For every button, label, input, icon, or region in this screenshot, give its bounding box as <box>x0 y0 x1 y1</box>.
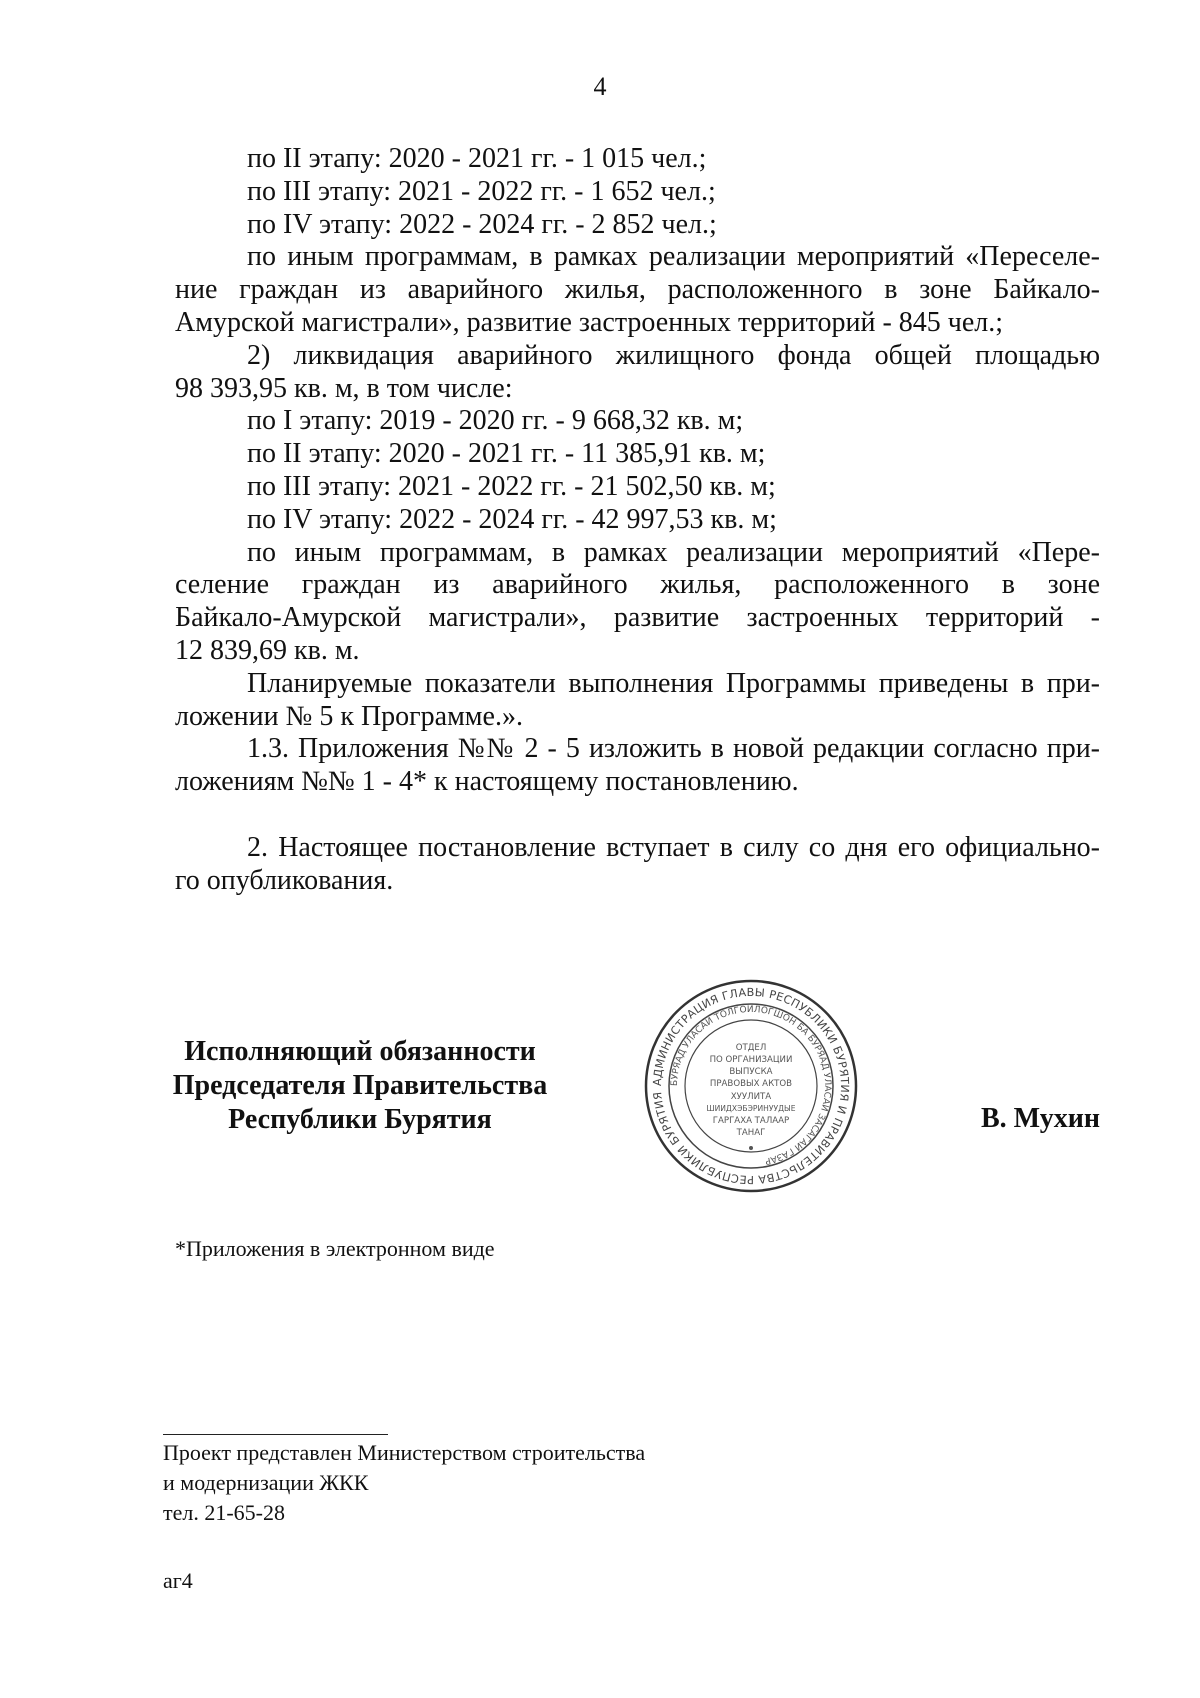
document-body <box>175 143 1100 898</box>
stage-4-people: по IV этапу: 2022 - 2024 гг. - 2 852 чел.; <box>247 208 717 240</box>
indicators-line1: Планируемые показатели выполнения Программы приведены в при- <box>247 667 1100 699</box>
other-programs-area-line3: Байкало-Амурской магистрали», развитие застроенных территорий - <box>175 602 1100 634</box>
seal-center-line-4: ПРАВОВЫХ АКТОВ <box>709 1079 793 1089</box>
seal-center-line-7: ГАРГАХА ТАЛААР <box>712 1116 790 1126</box>
other-programs-area-line1: по иным программам, в рамках реализации мероприятий «Пере- <box>247 536 1100 568</box>
stage-2-people: по II этапу: 2020 - 2021 гг. - 1 015 чел.; <box>247 143 707 174</box>
seal-center-line-6: ШИИДХЭБЭРИНУУДЫЕ <box>706 1104 796 1113</box>
appendix-footnote: *Приложения в электронном виде <box>175 1236 495 1261</box>
page-number: 4 <box>593 72 607 101</box>
other-programs-people-line3: Амурской магистрали», развитие застроенных территорий - 845 чел.; <box>175 306 1004 338</box>
footer-divider <box>163 1434 388 1435</box>
clause-1-3-line2: ложениям №№ 1 - 4* к настоящему постановлению. <box>175 766 799 798</box>
other-programs-people-line2: ние граждан из аварийного жилья, расположенного в зоне Байкало- <box>175 274 1100 306</box>
seal-outer-ring-textpath: АДМИНИСТРАЦИЯ ГЛАВЫ РЕСПУБЛИКИ БУРЯТИЯ И ПРАВИТЕЛЬСТВА РЕСПУБЛИКИ БУРЯТИЯ <box>650 985 852 1187</box>
signatory-name: В. Мухин <box>981 1103 1100 1134</box>
seal-center-line-5: ХУУЛИТА <box>730 1092 772 1102</box>
indicators-line2: ложении № 5 к Программе.». <box>175 700 523 732</box>
paragraph-gap <box>175 799 1100 832</box>
stage-1-area: по I этапу: 2019 - 2020 гг. - 9 668,32 кв. м; <box>247 405 744 437</box>
clause-1-3-line1: 1.3. Приложения №№ 2 - 5 изложить в новой редакции согласно при- <box>247 733 1100 765</box>
document-code: аг4 <box>163 1568 193 1593</box>
seal-dot <box>749 1146 753 1150</box>
seal-center-line-8: ТАНАГ <box>736 1128 766 1138</box>
stage-3-people: по III этапу: 2021 - 2022 гг. - 1 652 чел.; <box>247 175 716 207</box>
clause-2-line2: го опубликования. <box>175 864 394 896</box>
clause-2-line1: 2. Настоящее постановление вступает в силу со дня его официально- <box>247 831 1100 863</box>
signatory-title-line1: Исполняющий обязанности <box>184 1036 536 1067</box>
liquidation-area-line1: 2) ликвидация аварийного жилищного фонда общей площадью <box>247 339 1100 371</box>
stage-3-area: по III этапу: 2021 - 2022 гг. - 21 502,50 кв. м; <box>247 470 776 502</box>
signatory-title-line2: Председателя Правительства <box>172 1070 548 1101</box>
seal-center-line-3: ВЫПУСКА <box>729 1067 773 1077</box>
seal-center-line-1: ОТДЕЛ <box>735 1043 767 1053</box>
footer-line-3: тел. 21-65-28 <box>163 1500 286 1525</box>
signatory-title <box>160 1035 560 1137</box>
liquidation-area-line2: 98 393,95 кв. м, в том числе: <box>175 372 513 404</box>
stage-4-area: по IV этапу: 2022 - 2024 гг. - 42 997,53 кв. м; <box>247 503 777 535</box>
other-programs-area-line4: 12 839,69 кв. м. <box>175 634 360 666</box>
footer-line-1: Проект представлен Министерством строительства <box>163 1440 646 1465</box>
official-seal-stamp <box>643 978 859 1194</box>
footer-line-2: и модернизации ЖКК <box>163 1470 369 1495</box>
seal-center-line-2: ПО ОРГАНИЗАЦИИ <box>709 1055 793 1065</box>
other-programs-area-line2: селение граждан из аварийного жилья, расположенного в зоне <box>175 569 1100 601</box>
signatory-title-line3: Республики Бурятия <box>228 1104 492 1135</box>
stage-2-area: по II этапу: 2020 - 2021 гг. - 11 385,91 кв. м; <box>247 438 766 470</box>
other-programs-people-line1: по иным программам, в рамках реализации мероприятий «Переселе- <box>247 241 1100 273</box>
footer-block <box>163 1438 645 1528</box>
seal-inner-ring-textpath: БУРЯАД УЛАСАЙ ТОЛГОЙЛОГШОН БА БУРЯАД УЛАСАЙ ЗАСАГАЙ ГАЗАР <box>669 1004 833 1166</box>
